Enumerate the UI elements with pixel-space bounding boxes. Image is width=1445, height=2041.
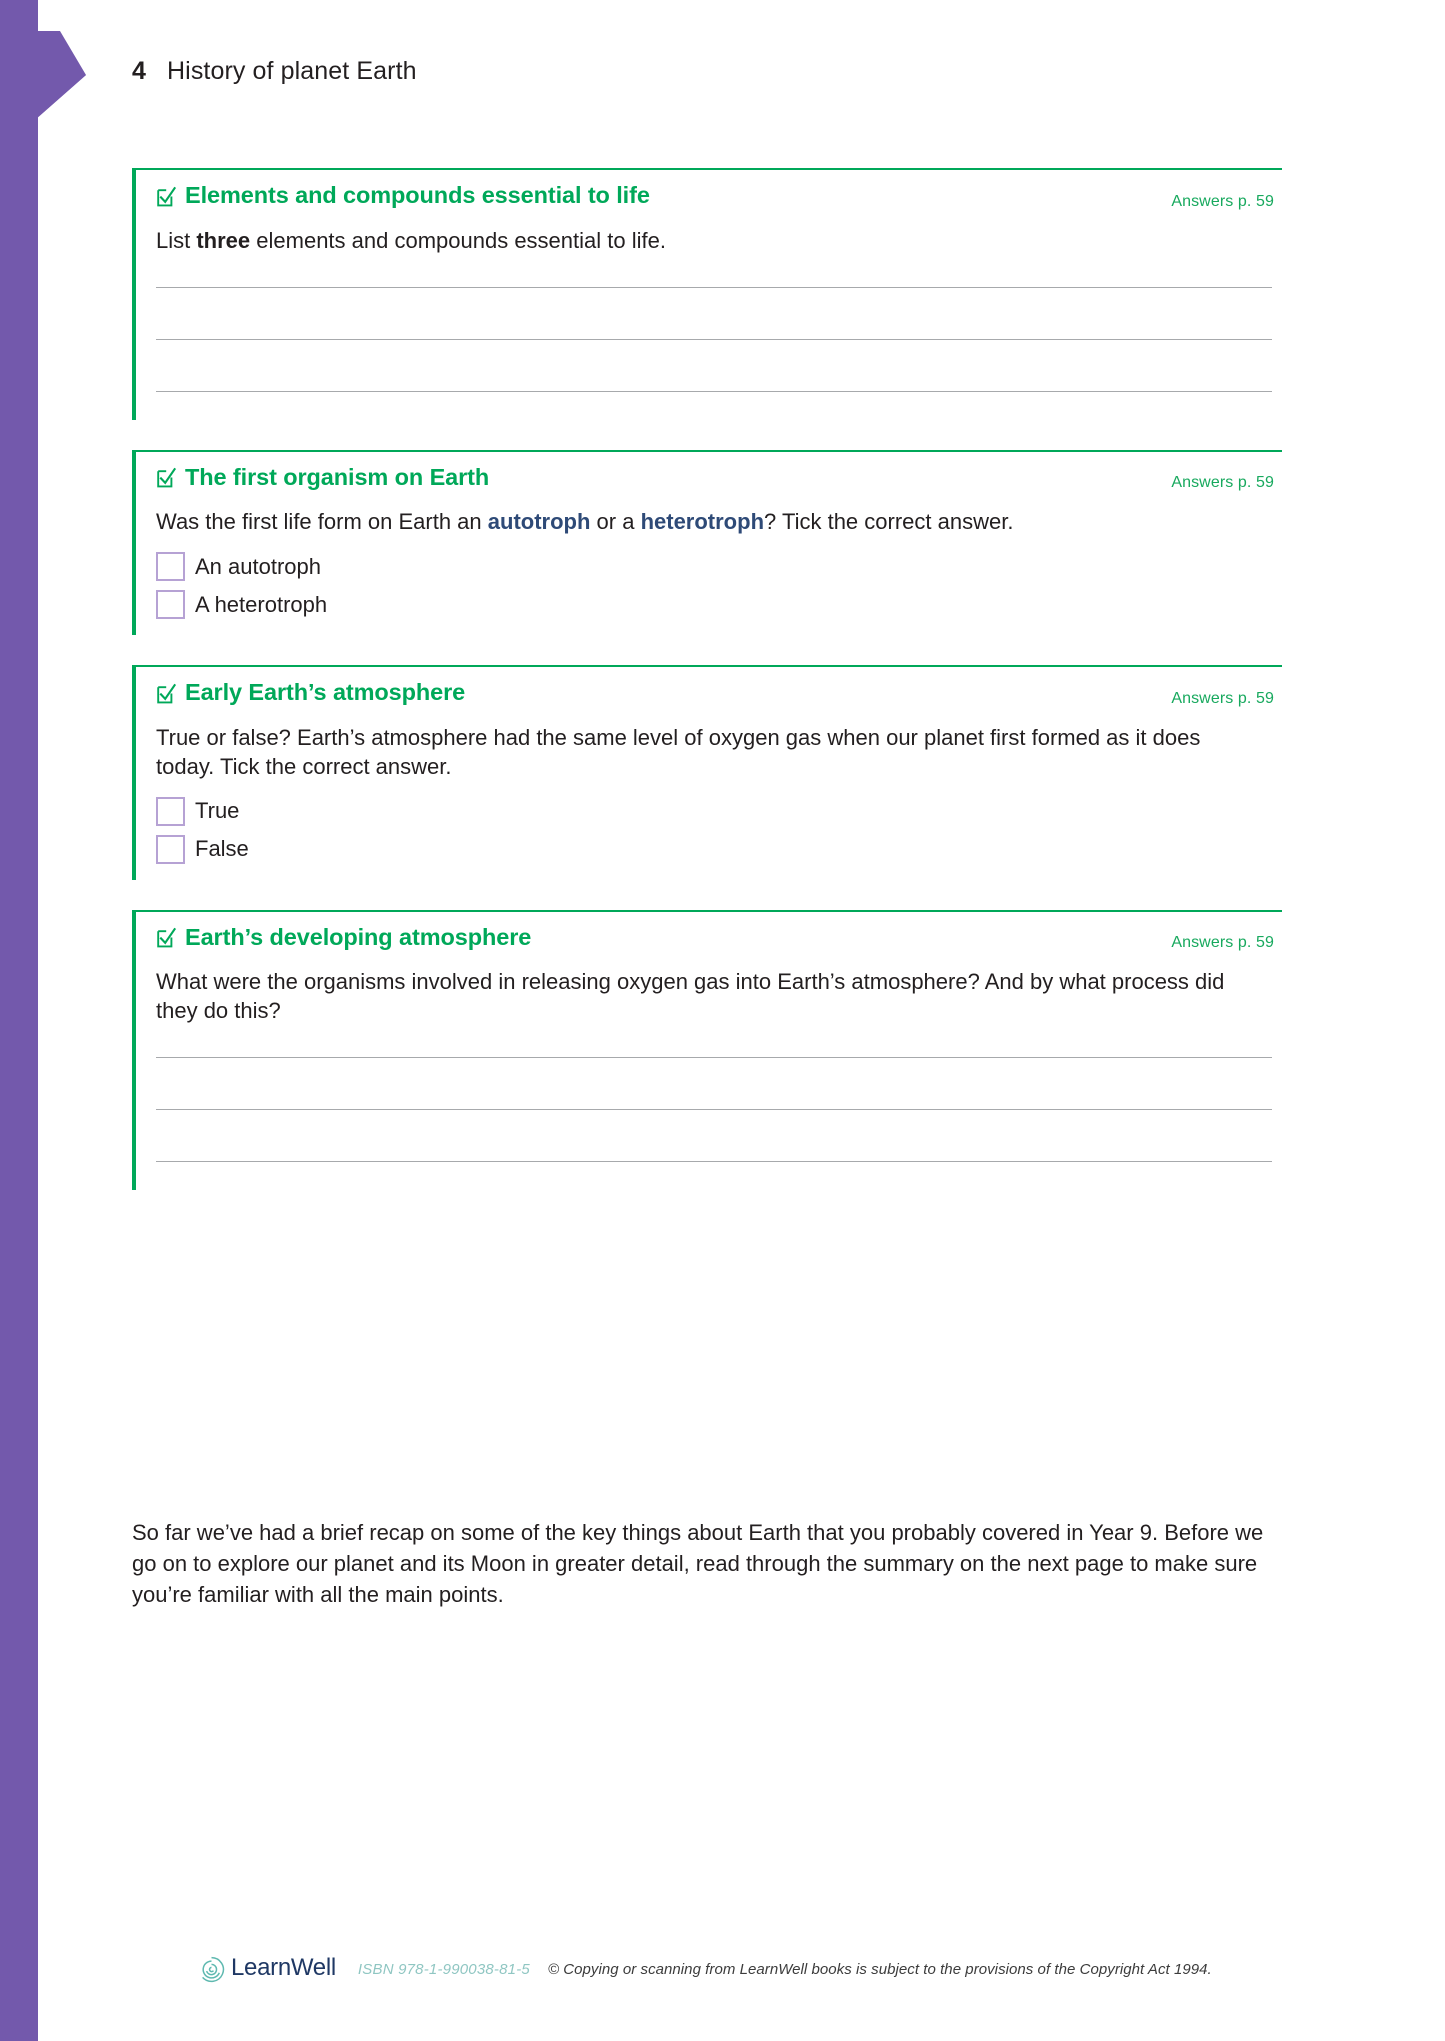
activity-title: Elements and compounds essential to life (185, 182, 650, 208)
tick-options (156, 797, 1282, 880)
tick-box-icon (156, 467, 176, 489)
activity-card (132, 910, 1282, 1191)
activity-card (132, 450, 1282, 636)
tick-options (156, 552, 1282, 635)
activity-title: Early Earth’s atmosphere (185, 679, 466, 706)
chapter-number: 4 (132, 57, 147, 85)
answer-rule[interactable] (156, 339, 1272, 340)
emphasis-word: three (196, 227, 251, 253)
checkbox[interactable] (156, 590, 185, 619)
activity-header (156, 679, 1282, 709)
question-text: What were the organisms involved in releasing oxygen gas into Earth’s atmosphere? And by what process did they do this? (156, 969, 1225, 1024)
checkbox[interactable] (156, 552, 185, 581)
option-row[interactable] (156, 835, 1282, 864)
page-footer (198, 1955, 1212, 1983)
activities-container (132, 168, 1282, 1190)
closing-paragraph: So far we’ve had a brief recap on some of the key things about Earth that you probably covered in Year 9. Before we go on to explore our planet and its Moon in greater detail, read through the summary on the next page to make sure you’re familiar with all the main points. (132, 1520, 1264, 1608)
logo-wordmark: LearnWell (231, 1954, 336, 1981)
key-term: autotroph (487, 509, 591, 535)
key-term: heterotroph (640, 509, 765, 535)
answer-rule[interactable] (156, 287, 1272, 288)
activity-title-group (156, 679, 465, 706)
activity-card (132, 168, 1282, 420)
answers-reference: Answers p. 59 (1171, 474, 1274, 492)
answer-rule[interactable] (156, 1161, 1272, 1162)
spiral-logo-icon (198, 1956, 225, 1983)
tick-box-icon (156, 186, 176, 208)
answer-lines[interactable] (156, 287, 1282, 420)
checkbox[interactable] (156, 835, 185, 864)
activity-title: The first organism on Earth (185, 463, 490, 490)
activity-header (156, 182, 1282, 212)
question-text: List three elements and compounds essential to life. (156, 227, 666, 253)
activity-header (156, 464, 1282, 494)
tick-box-icon (156, 683, 176, 705)
question-text: Was the first life form on Earth an autotroph or a heterotroph? Tick the correct answer. (156, 509, 1014, 535)
activity-title-group (156, 924, 531, 951)
answer-rule[interactable] (156, 391, 1272, 392)
copyright-notice: © Copying or scanning from LearnWell books is subject to the provisions of the Copyright Act 1994. (547, 1960, 1212, 1978)
running-head (132, 57, 417, 86)
tick-box-icon (156, 927, 176, 949)
checkbox[interactable] (156, 797, 185, 826)
answer-rule[interactable] (156, 1109, 1272, 1110)
activity-title-group (156, 464, 489, 491)
option-row[interactable] (156, 590, 1282, 619)
page-edge-arrow-icon (36, 31, 86, 119)
activity-header (156, 924, 1282, 954)
answer-lines[interactable] (156, 1057, 1282, 1190)
chapter-title: History of planet Earth (167, 57, 417, 85)
isbn-text: ISBN 978-1-990038-81-5 (357, 1960, 530, 1978)
activity-card (132, 665, 1282, 880)
question-text: True or false? Earth’s atmosphere had the same level of oxygen gas when our planet first formed as it does today. Tick the correct answer. (156, 724, 1201, 779)
option-label: A heterotroph (195, 591, 328, 617)
answers-reference: Answers p. 59 (1171, 934, 1274, 952)
answers-reference: Answers p. 59 (1171, 689, 1274, 707)
option-row[interactable] (156, 797, 1282, 826)
activity-title: Earth’s developing atmosphere (185, 923, 532, 950)
page-edge-marker (0, 0, 38, 2041)
option-row[interactable] (156, 552, 1282, 581)
option-label: False (195, 836, 249, 862)
answers-reference: Answers p. 59 (1171, 192, 1274, 210)
option-label: An autotroph (195, 553, 321, 579)
option-label: True (195, 798, 240, 824)
answer-rule[interactable] (156, 1057, 1272, 1058)
activity-title-group (156, 182, 650, 209)
